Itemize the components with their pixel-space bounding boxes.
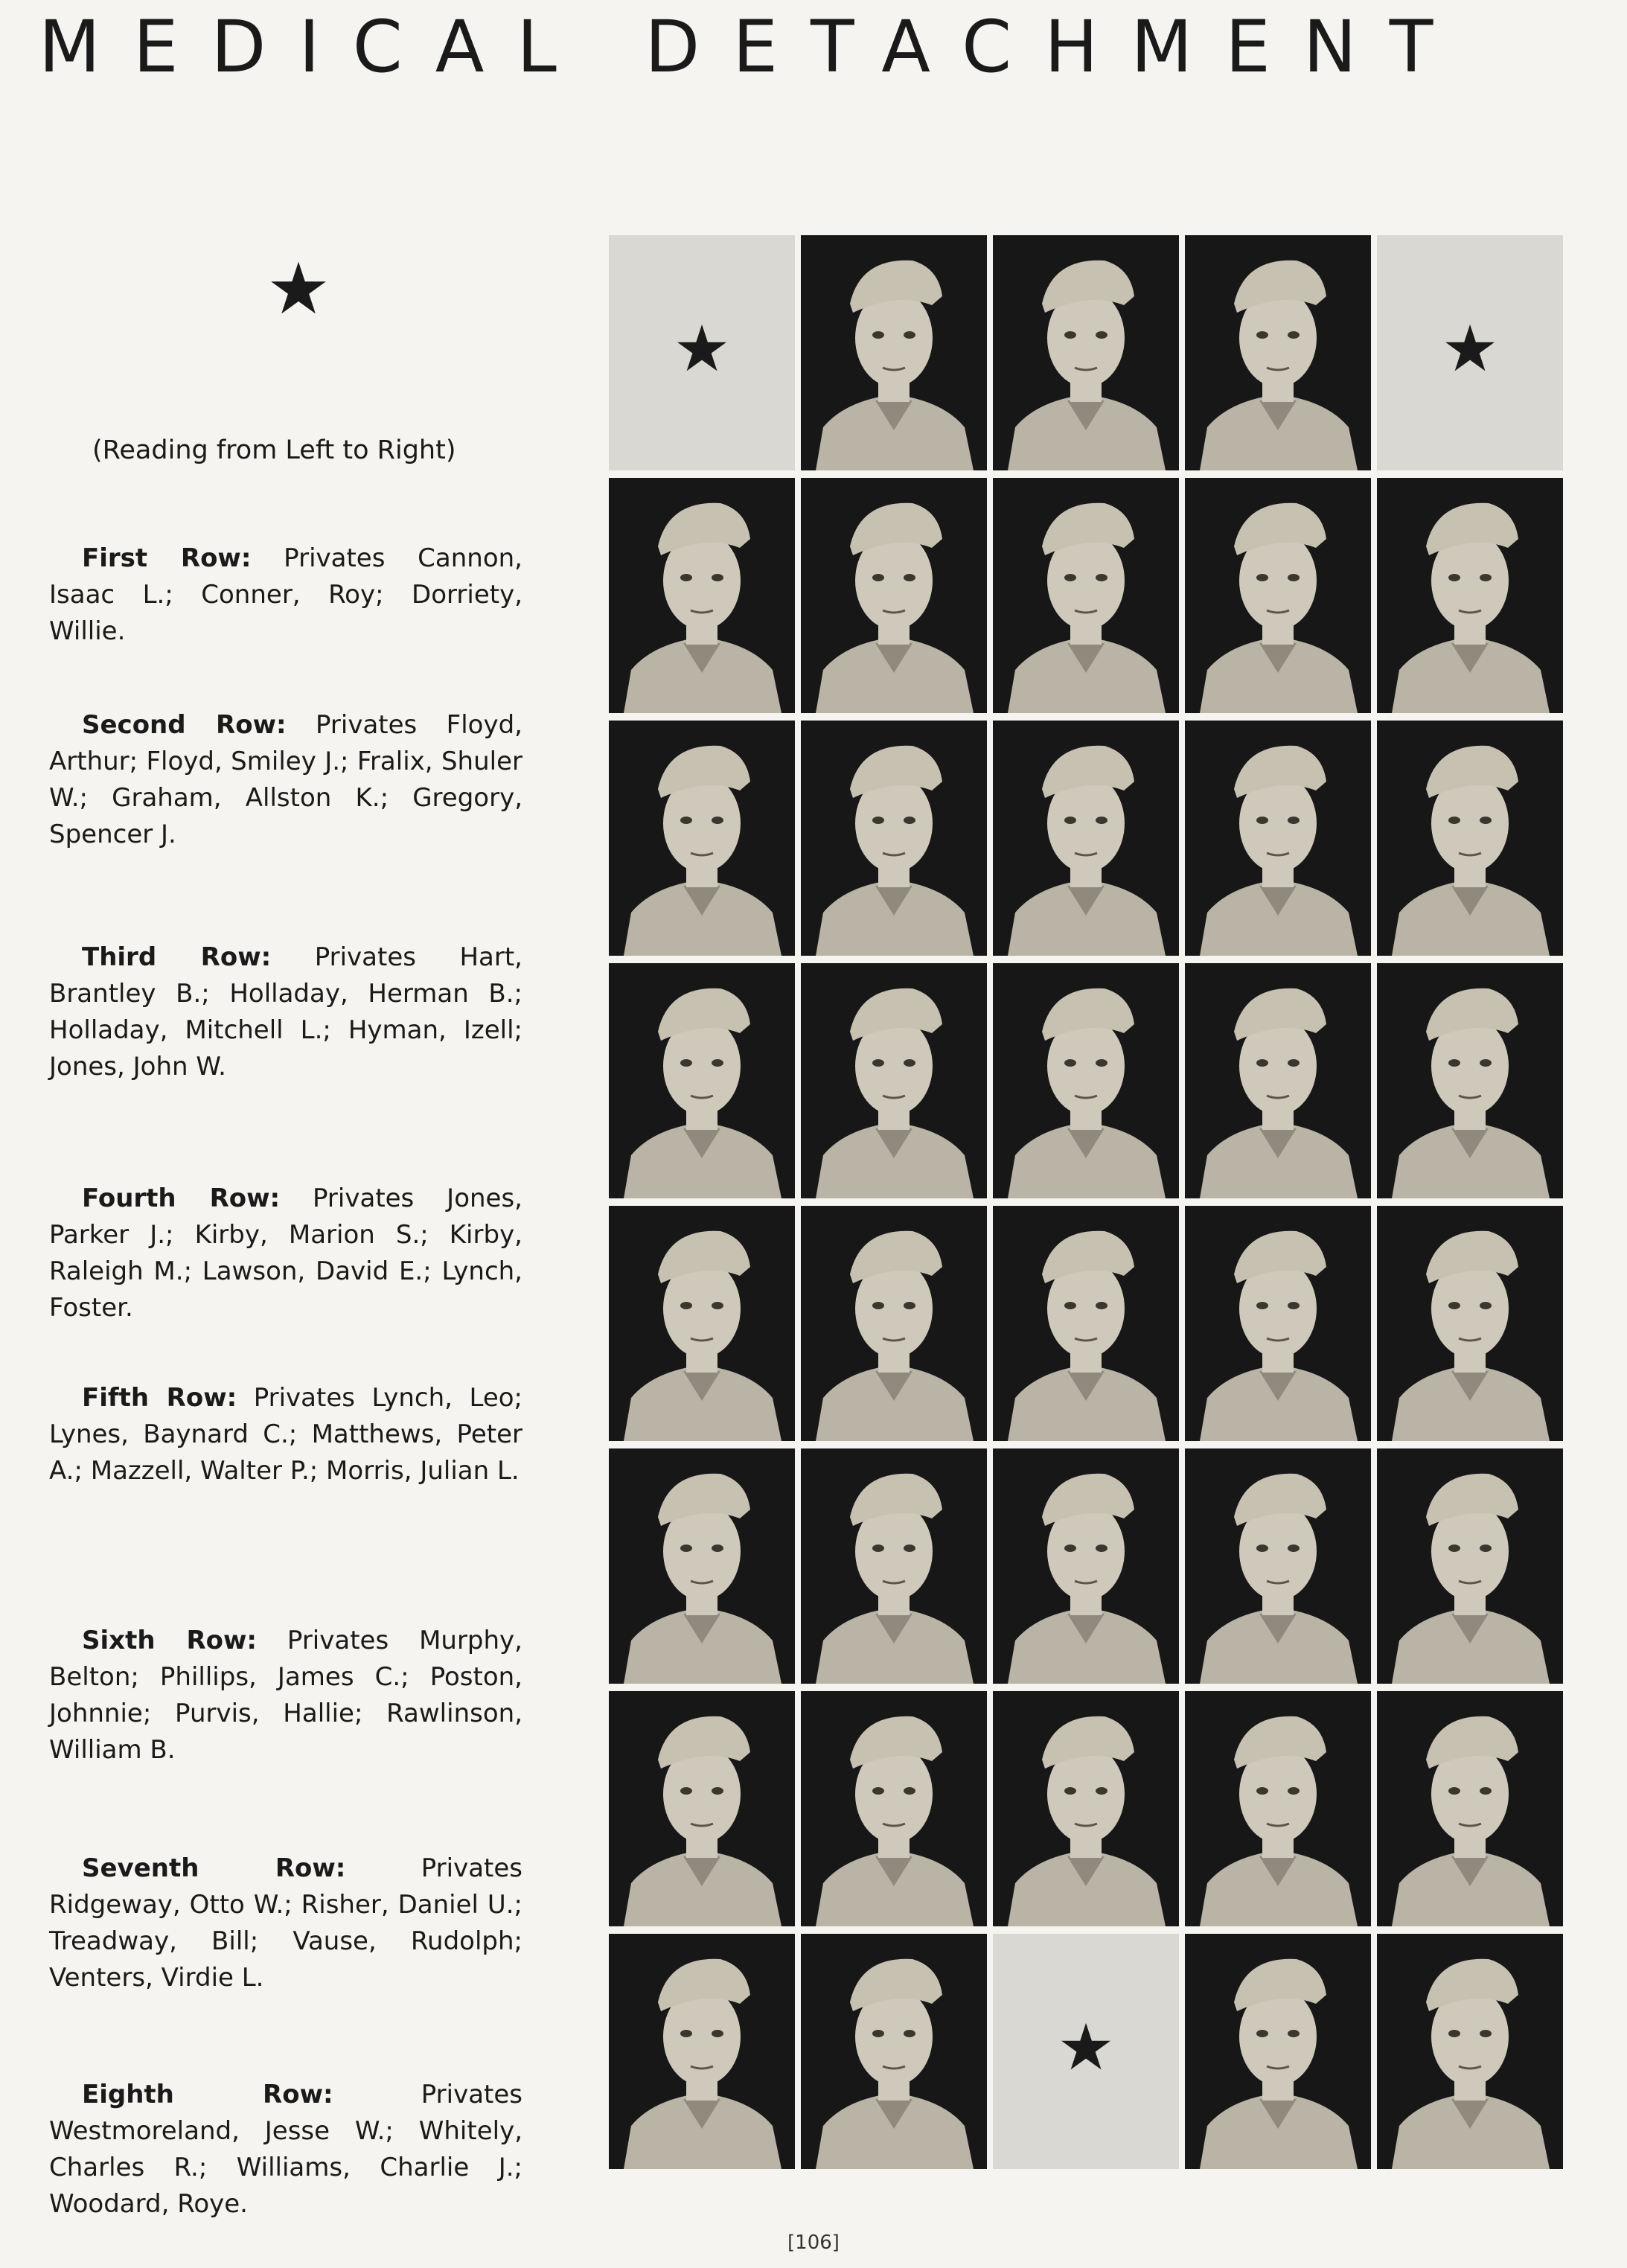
- soldier-portrait: [993, 963, 1179, 1198]
- soldier-portrait: [609, 963, 795, 1198]
- row-caption-label: Seventh Row:: [82, 1853, 346, 1883]
- reading-note: (Reading from Left to Right): [92, 435, 456, 465]
- star-panel: [993, 1934, 1179, 2169]
- page-number: [106]: [787, 2232, 840, 2254]
- soldier-portrait: [1185, 1206, 1371, 1441]
- soldier-portrait: [801, 963, 987, 1198]
- soldier-portrait: [1377, 721, 1563, 956]
- soldier-portrait: [609, 1691, 795, 1926]
- soldier-portrait: [801, 235, 987, 470]
- row-caption-text: Privates Hart, Brantley B.; Holladay, Herman B.; Holladay, Mitchell L.; Hyman, Izell; Jones, John W.: [49, 942, 522, 1082]
- soldier-portrait: [801, 721, 987, 956]
- row-caption-text: Privates Lynch, Leo; Lynes, Baynard C.; Matthews, Peter A.; Mazzell, Walter P.; Morris, Julian L.: [49, 1383, 522, 1486]
- soldier-portrait: [801, 1691, 987, 1926]
- soldier-portrait: [1185, 1691, 1371, 1926]
- row-caption-label: Third Row:: [82, 942, 272, 972]
- row-caption-text: Privates Cannon, Isaac L.; Conner, Roy; Dorriety, Willie.: [49, 543, 522, 646]
- soldier-portrait: [801, 478, 987, 713]
- soldier-portrait: [1185, 963, 1371, 1198]
- soldier-portrait: [1377, 1448, 1563, 1684]
- portrait-row: [609, 1206, 1564, 1443]
- portrait-row: [609, 1448, 1564, 1685]
- soldier-portrait: [1377, 1206, 1563, 1441]
- soldier-portrait: [993, 721, 1179, 956]
- star-panel: [609, 235, 795, 470]
- row-caption-label: Fifth Row:: [82, 1383, 237, 1413]
- star-icon: ★: [1057, 2010, 1115, 2085]
- soldier-portrait: [801, 1206, 987, 1441]
- row-caption-text: Privates Jones, Parker J.; Kirby, Marion S.; Kirby, Raleigh M.; Lawson, David E.; Lynch, Foster.: [49, 1183, 522, 1323]
- soldier-portrait: [1185, 1448, 1371, 1684]
- soldier-portrait: [1377, 478, 1563, 713]
- row-caption: [49, 540, 522, 650]
- row-caption-text: Privates Ridgeway, Otto W.; Risher, Daniel U.; Treadway, Bill; Vause, Rudolph; Venters, Virdie L.: [49, 1853, 522, 1993]
- row-caption-label: First Row:: [82, 543, 252, 573]
- soldier-portrait: [801, 1448, 987, 1684]
- row-caption: [49, 707, 522, 853]
- row-caption: [49, 939, 522, 1085]
- soldier-portrait: [993, 478, 1179, 713]
- star-icon: ★: [266, 247, 331, 330]
- portrait-row: [609, 1691, 1564, 1928]
- portrait-row: [609, 235, 1564, 472]
- portrait-grid: [609, 235, 1564, 2176]
- soldier-portrait: [1185, 1934, 1371, 2169]
- soldier-portrait: [609, 1448, 795, 1684]
- row-caption-text: Privates Floyd, Arthur; Floyd, Smiley J.; Fralix, Shuler W.; Graham, Allston K.; Gregory, Spencer J.: [49, 710, 522, 849]
- soldier-portrait: [993, 1691, 1179, 1926]
- soldier-portrait: [609, 478, 795, 713]
- row-caption-label: Sixth Row:: [82, 1626, 258, 1655]
- row-caption-label: Second Row:: [82, 710, 287, 740]
- row-caption: [49, 2077, 522, 2223]
- row-caption-text: Privates Murphy, Belton; Phillips, James C.; Poston, Johnnie; Purvis, Hallie; Rawlinson, William B.: [49, 1626, 522, 1765]
- portrait-row: [609, 721, 1564, 957]
- row-caption: [49, 1380, 522, 1489]
- row-caption-label: Eighth Row:: [82, 2080, 333, 2109]
- soldier-portrait: [1377, 1934, 1563, 2169]
- row-caption-text: Privates Westmoreland, Jesse W.; Whitely, Charles R.; Williams, Charlie J.; Woodard, Roye.: [49, 2080, 523, 2219]
- soldier-portrait: [1185, 235, 1371, 470]
- soldier-portrait: [1185, 721, 1371, 956]
- soldier-portrait: [993, 1206, 1179, 1441]
- soldier-portrait: [609, 721, 795, 956]
- soldier-portrait: [1377, 1691, 1563, 1926]
- portrait-row: [609, 478, 1564, 715]
- row-caption: [49, 1181, 522, 1326]
- row-caption: [49, 1623, 522, 1769]
- soldier-portrait: [993, 235, 1179, 470]
- soldier-portrait: [801, 1934, 987, 2169]
- star-icon: ★: [673, 312, 731, 386]
- row-caption: [49, 1850, 522, 1996]
- star-icon: ★: [1441, 312, 1499, 386]
- portrait-row: [609, 963, 1564, 1200]
- soldier-portrait: [609, 1206, 795, 1441]
- soldier-portrait: [1185, 478, 1371, 713]
- soldier-portrait: [993, 1448, 1179, 1684]
- page-title: MEDICAL DETACHMENT: [39, 5, 1466, 89]
- portrait-row: [609, 1934, 1564, 2170]
- soldier-portrait: [609, 1934, 795, 2169]
- star-panel: [1377, 235, 1563, 470]
- soldier-portrait: [1377, 963, 1563, 1198]
- row-caption-label: Fourth Row:: [82, 1183, 281, 1213]
